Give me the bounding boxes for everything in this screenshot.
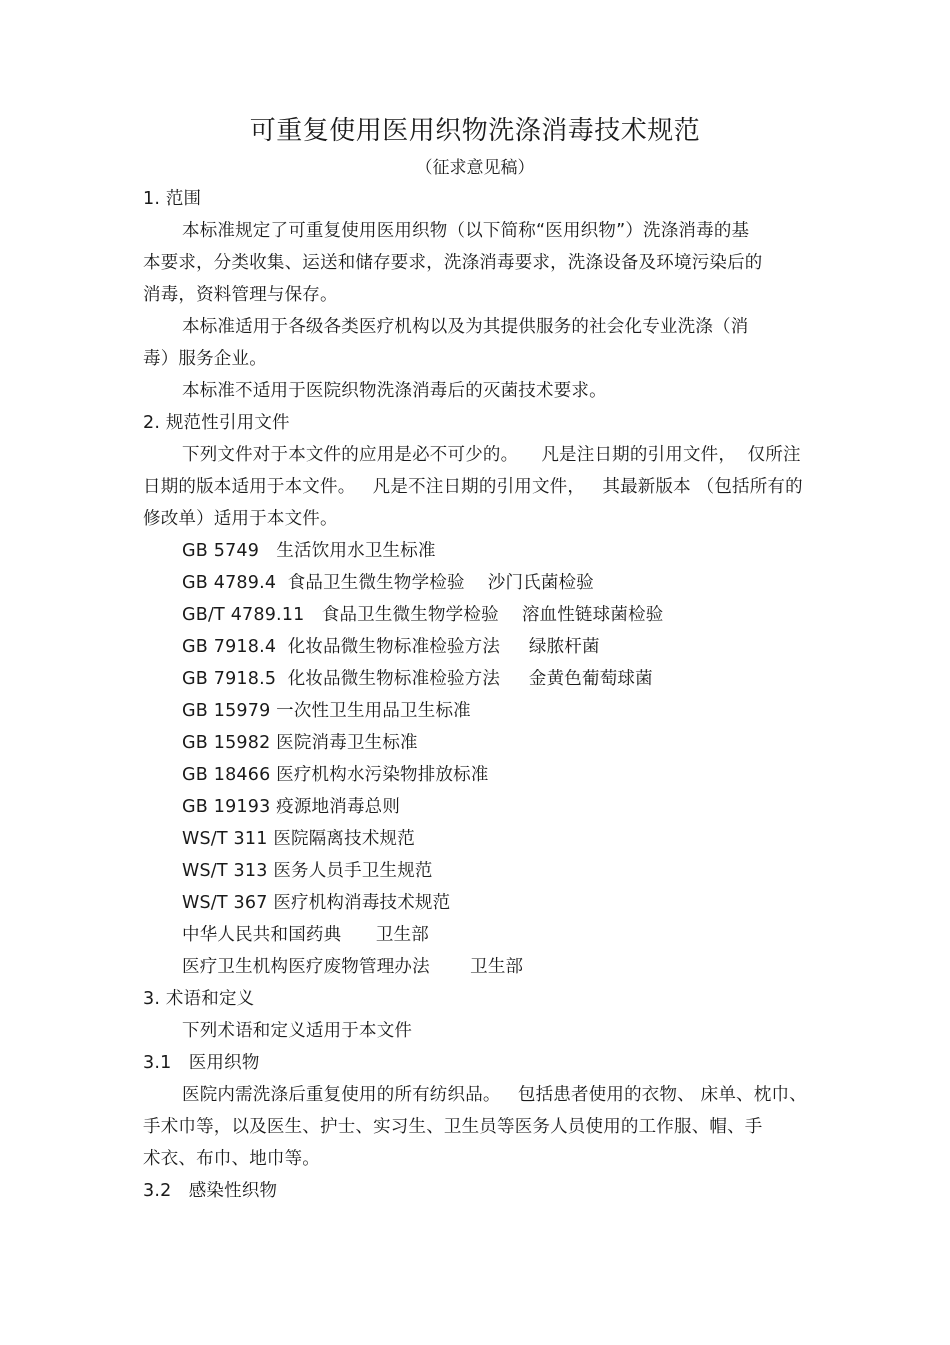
paragraph-line: 手术巾等，以及医生、护士、实习生、卫生员等医务人员使用的工作服、帽、手 xyxy=(143,1117,763,1137)
subsection-heading-3-1: 3.1 医用织物 xyxy=(143,1053,260,1073)
paragraph-line: 下列文件对于本文件的应用是必不可少的。 凡是注日期的引用文件， 仅所注 xyxy=(182,445,801,465)
paragraph-line: 消毒，资料管理与保存。 xyxy=(143,285,338,305)
reference-item: 中华人民共和国药典 卫生部 xyxy=(182,925,429,945)
reference-item: GB 19193 疫源地消毒总则 xyxy=(182,797,401,817)
section-heading-3: 3. 术语和定义 xyxy=(143,989,255,1009)
section-heading-1: 1. 范围 xyxy=(143,189,202,209)
document-subtitle: （征求意见稿） xyxy=(415,158,535,178)
reference-item: GB 18466 医疗机构水污染物排放标准 xyxy=(182,765,489,785)
reference-item: GB 15982 医院消毒卫生标准 xyxy=(182,733,418,753)
paragraph-line: 术衣、布巾、地巾等。 xyxy=(143,1149,320,1169)
reference-item: GB 7918.4 化妆品微生物标准检验方法 绿脓杆菌 xyxy=(182,637,600,657)
paragraph-line: 本标准不适用于医院织物洗涤消毒后的灭菌技术要求。 xyxy=(182,381,607,401)
reference-item: GB 5749 生活饮用水卫生标准 xyxy=(182,541,436,561)
paragraph-line: 修改单）适用于本文件。 xyxy=(143,509,338,529)
reference-item: GB 15979 一次性卫生用品卫生标准 xyxy=(182,701,471,721)
paragraph-line: 毒）服务企业。 xyxy=(143,349,267,369)
paragraph-line: 下列术语和定义适用于本文件 xyxy=(182,1021,413,1041)
paragraph-line: 医院内需洗涤后重复使用的所有纺织品。 包括患者使用的衣物、 床单、枕巾、 xyxy=(182,1085,807,1105)
reference-item: WS/T 311 医院隔离技术规范 xyxy=(182,829,415,849)
paragraph-line: 本标准规定了可重复使用医用织物（以下简称“医用织物”）洗涤消毒的基 xyxy=(182,221,750,241)
document-title: 可重复使用医用织物洗涤消毒技术规范 xyxy=(249,116,701,146)
reference-item: GB/T 4789.11 食品卫生微生物学检验 溶血性链球菌检验 xyxy=(182,605,664,625)
reference-item: GB 4789.4 食品卫生微生物学检验 沙门氏菌检验 xyxy=(182,573,594,593)
paragraph-line: 本标准适用于各级各类医疗机构以及为其提供服务的社会化专业洗涤（消 xyxy=(182,317,749,337)
paragraph-line: 日期的版本适用于本文件。 凡是不注日期的引用文件， 其最新版本 （包括所有的 xyxy=(143,477,803,497)
reference-item: WS/T 313 医务人员手卫生规范 xyxy=(182,861,433,881)
reference-item: 医疗卫生机构医疗废物管理办法 卫生部 xyxy=(182,957,524,977)
paragraph-line: 本要求，分类收集、运送和储存要求，洗涤消毒要求，洗涤设备及环境污染后的 xyxy=(143,253,763,273)
subsection-heading-3-2: 3.2 感染性织物 xyxy=(143,1181,278,1201)
reference-item: GB 7918.5 化妆品微生物标准检验方法 金黄色葡萄球菌 xyxy=(182,669,653,689)
section-heading-2: 2. 规范性引用文件 xyxy=(143,413,290,433)
reference-item: WS/T 367 医疗机构消毒技术规范 xyxy=(182,893,451,913)
